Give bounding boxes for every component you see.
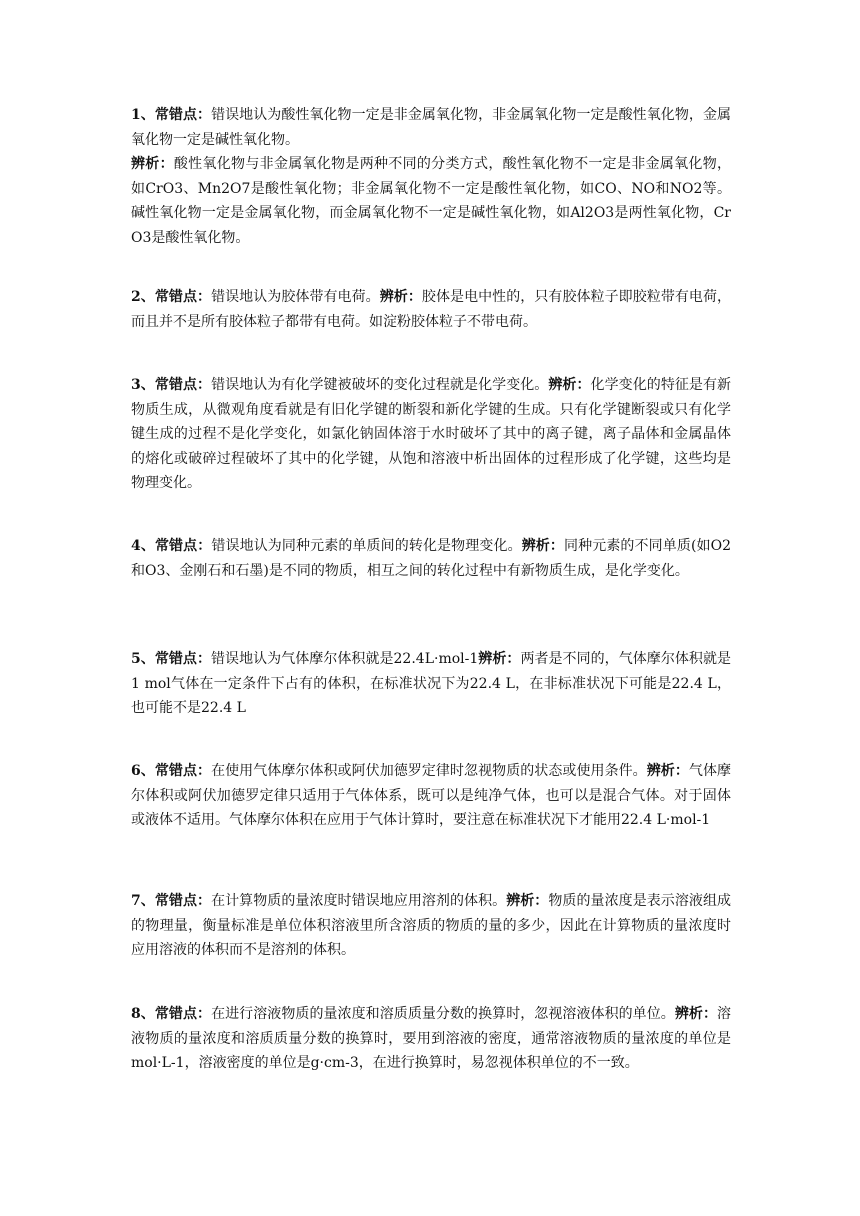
analysis-label: 辨析： — [548, 377, 591, 393]
error-item-6 — [131, 759, 731, 833]
error-label: 常错点： — [154, 1006, 212, 1022]
error-item-3 — [131, 373, 731, 496]
error-text: 错误地认为胶体带有电荷。 — [211, 289, 380, 305]
analysis-text: 酸性氧化物与非金属氧化物是两种不同的分类方式，酸性氧化物不一定是非金属氧化物，如CrO3、Mn2O7是酸性氧化物；非金属氧化物不一定是酸性氧化物，如CO、NO和NO2等。碱性氧化物一定是金属氧化物，而金属氧化物不一定是碱性氧化物，如Al2O3是两性氧化物，CrO3是酸性氧化物。 — [131, 156, 732, 246]
analysis-label: 辨析： — [521, 538, 565, 554]
item-number: 6、 — [131, 763, 155, 779]
analysis-label: 辨析： — [131, 156, 174, 172]
error-label: 常错点： — [154, 289, 212, 305]
analysis-label: 辨析： — [379, 289, 422, 305]
analysis-line — [131, 152, 731, 250]
item-number: 4、 — [131, 538, 155, 554]
analysis-text: 溶液物质的量浓度和溶质质量分数的换算时，要用到溶液的密度，通常溶液物质的量浓度的单位是mol·L-1，溶液密度的单位是g·cm-3，在进行换算时，易忽视体积单位的不一致。 — [131, 1006, 732, 1071]
error-label: 常错点： — [154, 538, 212, 554]
item-number: 5、 — [131, 651, 155, 667]
analysis-text: 气体摩尔体积或阿伏加德罗定律只适用于气体体系，既可以是纯净气体，也可以是混合气体。对于固体或液体不适用。气体摩尔体积在应用于气体计算时，要注意在标准状况下才能用22.4 L·mol-1 — [131, 763, 732, 828]
item-number: 2、 — [131, 289, 155, 305]
analysis-label: 辨析： — [478, 651, 521, 667]
error-item-1 — [131, 103, 731, 250]
error-text: 在使用气体摩尔体积或阿伏加德罗定律时忽视物质的状态或使用条件。 — [211, 763, 647, 779]
analysis-label: 辨析： — [646, 763, 689, 779]
item-number: 8、 — [131, 1006, 155, 1022]
analysis-label: 辨析： — [506, 893, 549, 909]
item-number: 7、 — [131, 893, 155, 909]
item-number: 1、 — [131, 107, 155, 123]
error-item-8 — [131, 1002, 731, 1076]
error-text: 错误地认为同种元素的单质间的转化是物理变化。 — [211, 538, 522, 554]
error-text: 在计算物质的量浓度时错误地应用溶剂的体积。 — [211, 893, 507, 909]
error-text: 错误地认为酸性氧化物一定是非金属氧化物，非金属氧化物一定是酸性氧化物，金属氧化物一定是碱性氧化物。 — [131, 107, 732, 148]
item-number: 3、 — [131, 377, 155, 393]
analysis-label: 辨析： — [674, 1006, 718, 1022]
error-item-7 — [131, 889, 731, 963]
error-label: 常错点： — [154, 651, 211, 667]
error-item-2 — [131, 285, 731, 334]
error-item-5 — [131, 647, 731, 721]
error-label: 常错点： — [154, 107, 212, 123]
error-label: 常错点： — [154, 377, 212, 393]
analysis-text: 同种元素的不同单质(如O2和O3、金刚石和石墨)是不同的物质，相互之间的转化过程中有新物质生成，是化学变化。 — [131, 538, 732, 579]
analysis-text: 两者是不同的，气体摩尔体积就是1 mol气体在一定条件下占有的体积，在标准状况下为22.4 L，在非标准状况下可能是22.4 L，也可能不是22.4 L — [131, 651, 732, 716]
error-text: 在进行溶液物质的量浓度和溶质质量分数的换算时，忽视溶液体积的单位。 — [211, 1006, 675, 1022]
error-item-4 — [131, 534, 731, 583]
analysis-text: 化学变化的特征是有新物质生成，从微观角度看就是有旧化学键的断裂和新化学键的生成。只有化学键断裂或只有化学键生成的过程不是化学变化，如氯化钠固体溶于水时破坏了其中的离子键，离子晶体和金属晶体的熔化或破碎过程破坏了其中的化学键，从饱和溶液中析出固体的过程形成了化学键，这些均是物理变化。 — [131, 377, 732, 491]
error-text: 错误地认为有化学键被破坏的变化过程就是化学变化。 — [211, 377, 549, 393]
error-text: 错误地认为气体摩尔体积就是22.4L·mol-1 — [211, 651, 479, 667]
analysis-text: 物质的量浓度是表示溶液组成的物理量，衡量标准是单位体积溶液里所含溶质的物质的量的多少，因此在计算物质的量浓度时应用溶液的体积而不是溶剂的体积。 — [131, 893, 732, 958]
error-label: 常错点： — [154, 763, 212, 779]
analysis-text: 胶体是电中性的，只有胶体粒子即胶粒带有电荷，而且并不是所有胶体粒子都带有电荷。如淀粉胶体粒子不带电荷。 — [131, 289, 732, 330]
error-label: 常错点： — [154, 893, 212, 909]
